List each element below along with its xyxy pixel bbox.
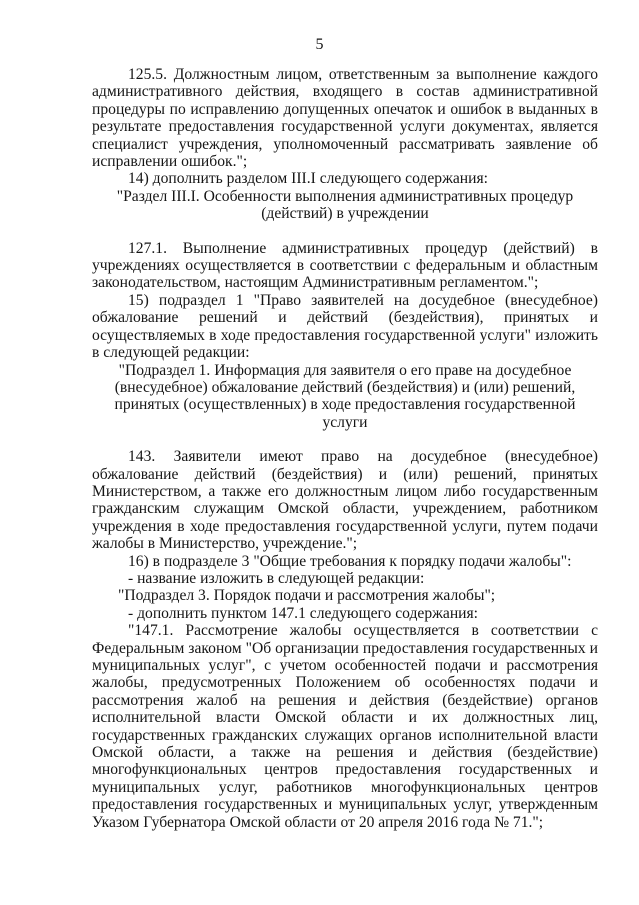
list-item-rename: - название изложить в следующей редакции:: [128, 569, 425, 587]
paragraph-125-5: 125.5. Должностным лицом, ответственным за выполнение каждого административного действия, входящего в состав административной процедуры по исправлению допущенных опечаток и ошибок в выданных в результате предоставления государственной услуги документах, является специалист учреждения, уполномоченный рассматривать заявление об исправлении ошибок.";: [92, 66, 598, 171]
spacer: [92, 431, 598, 448]
section-heading-iii-i: "Раздел III.I. Особенности выполнения административных процедур (действий) в учреждении: [116, 187, 574, 223]
spacer: [92, 223, 598, 240]
document-body: [92, 66, 598, 831]
paragraph-item-14: 14) дополнить разделом III.I следующего содержания:: [128, 170, 488, 188]
list-item-add-147-1: - дополнить пунктом 147.1 следующего содержания:: [128, 604, 479, 622]
paragraph-item-15: 15) подраздел 1 "Право заявителей на досудебное (внесудебное) обжалование решений и действий (бездействия), принятых и осуществляемых в ходе предоставления государственной услуги" изложить в следующей редакции:: [92, 291, 598, 362]
paragraph-147-1: "147.1. Рассмотрение жалобы осуществляется в соответствии с Федеральным законом "Об организации предоставления государственных и муниципальных услуг", с учетом особенностей подачи и рассмотрения жалобы, предусмотренных Положением об особенностях подачи и рассмотрения жалоб на решения и действия (бездействие) органов исполнительной власти Омской области и их должностных лиц, государственных гражданских служащих органов исполнительной власти Омской области, а также на решения и действия (бездействие) многофункциональных центров предоставления государственных и муниципальных услуг, работников многофункциональных центров предоставления государственных и муниципальных услуг, утвержденным Указом Губернатора Омской области от 20 апреля 2016 года № 71.";: [92, 622, 598, 831]
page-number: 5: [315, 36, 324, 53]
subsection-heading-1: "Подраздел 1. Информация для заявителя о его праве на досудебное (внесудебное) обжалование действий (бездействия) и (или) решений, принятых (осуществленных) в ходе предоставления государственной услуги: [114, 361, 576, 431]
paragraph-143: 143. Заявители имеют право на досудебное (внесудебное) обжалование действий (бездействия) и (или) решений, принятых Министерством, а также его должностным лицом либо государственным гражданским служащим Омской области, учреждением, работником учреждения в ходе предоставления государственной услуги, путем подачи жалобы в Министерство, учреждение.";: [92, 448, 598, 553]
paragraph-127-1: 127.1. Выполнение административных процедур (действий) в учреждениях осуществляется в соответствии с федеральным и областным законодательством, настоящим Административным регламентом.";: [92, 239, 598, 292]
paragraph-item-16: 16) в подразделе 3 "Общие требования к порядку подачи жалобы":: [128, 552, 572, 570]
subsection-heading-3: "Подраздел 3. Порядок подачи и рассмотрения жалобы";: [118, 587, 496, 605]
